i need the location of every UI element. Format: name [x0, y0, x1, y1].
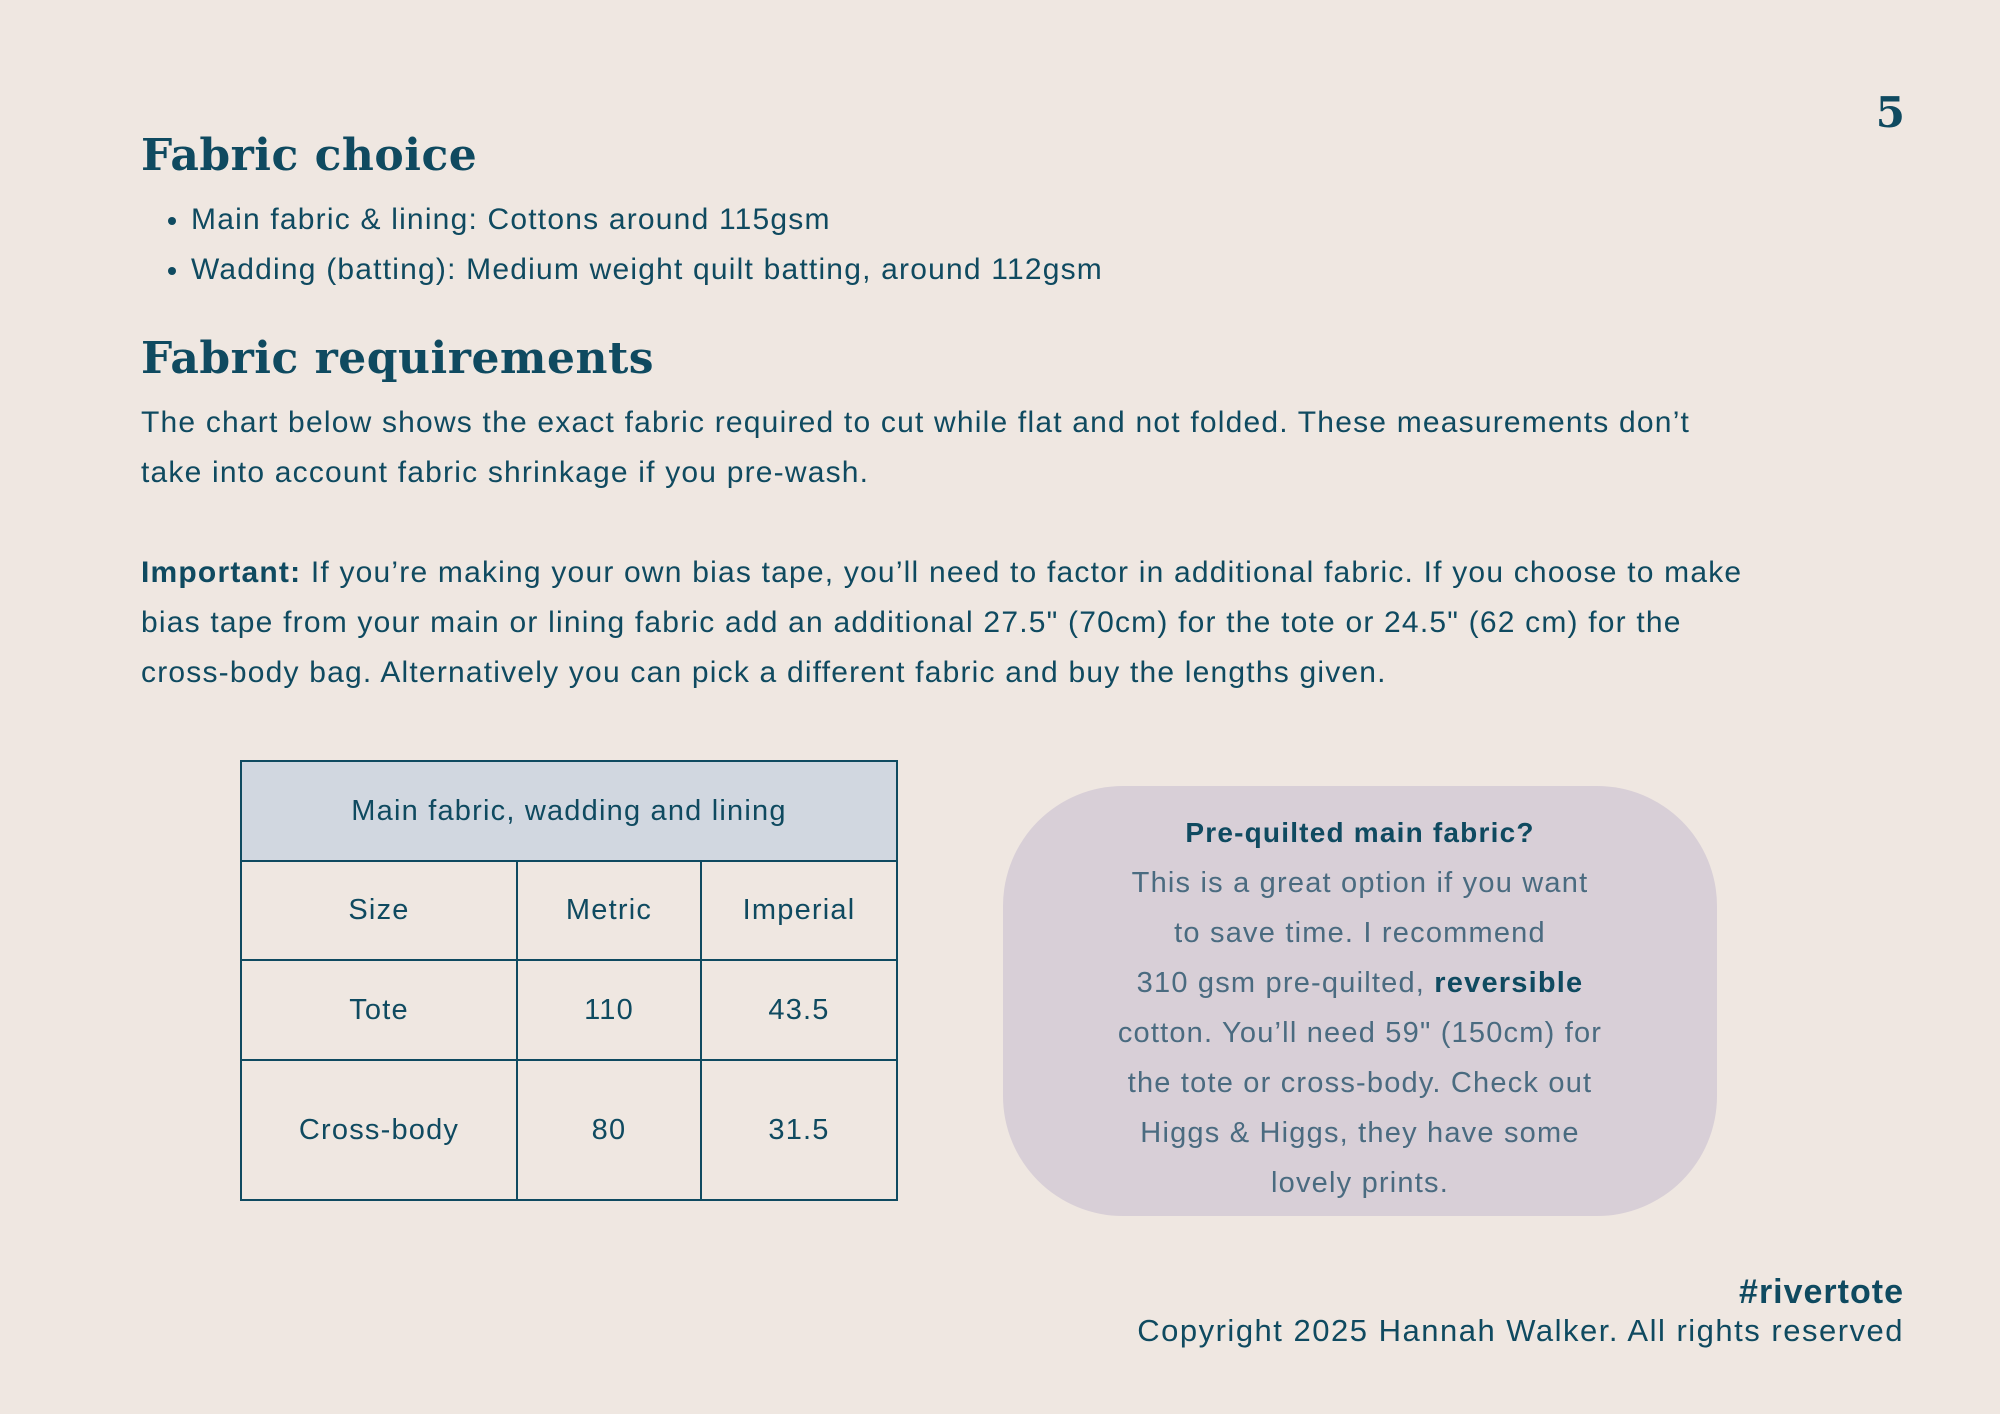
intro-line: take into account fabric shrinkage if you pre-wash.	[141, 456, 870, 489]
page-number: 5	[1875, 88, 1905, 137]
important-line: cross-body bag. Alternatively you can pick a different fabric and buy the lengths given.	[141, 656, 1387, 689]
callout-line: to save time. I recommend	[1174, 917, 1546, 949]
table-cell: 43.5	[701, 960, 897, 1060]
fabric-choice-list	[141, 195, 1861, 295]
intro-paragraph	[141, 398, 1861, 498]
callout-body	[1003, 858, 1717, 1208]
callout-line: lovely prints.	[1271, 1167, 1449, 1199]
callout-emphasis: reversible	[1434, 967, 1584, 999]
table-cell: 110	[517, 960, 701, 1060]
main-content	[141, 130, 1861, 698]
callout-line: Higgs & Higgs, they have some	[1140, 1117, 1580, 1149]
table-row	[241, 960, 897, 1060]
important-label: Important:	[141, 556, 302, 589]
callout-title: Pre-quilted main fabric?	[1185, 817, 1535, 848]
column-header: Metric	[517, 861, 701, 960]
table-cell: 31.5	[701, 1060, 897, 1200]
column-header: Imperial	[701, 861, 897, 960]
intro-line: The chart below shows the exact fabric required to cut while flat and not folded. These measurements don’t	[141, 406, 1691, 439]
table-title: Main fabric, wadding and lining	[241, 761, 897, 861]
important-line: bias tape from your main or lining fabric add an additional 27.5" (70cm) for the tote or 24.5" (62 cm) for the	[141, 606, 1682, 639]
pre-quilted-callout	[1003, 786, 1717, 1216]
fabric-requirements-heading: Fabric requirements	[141, 333, 655, 384]
table-row	[241, 1060, 897, 1200]
fabric-choice-heading: Fabric choice	[141, 130, 478, 181]
important-line: If you’re making your own bias tape, you’ll need to factor in additional fabric. If you choose to make	[301, 556, 1743, 589]
table-cell: 80	[517, 1060, 701, 1200]
copyright: Copyright 2025 Hannah Walker. All rights reserved	[1137, 1313, 1904, 1348]
table-cell: Tote	[241, 960, 517, 1060]
column-header: Size	[241, 861, 517, 960]
callout-line: cotton. You’ll need 59" (150cm) for	[1117, 1017, 1603, 1049]
fabric-requirements-table	[240, 760, 898, 1201]
table-cell: Cross-body	[241, 1060, 517, 1200]
list-item: • Wadding (batting): Medium weight quilt batting, around 112gsm	[191, 245, 1861, 295]
callout-line: the tote or cross-body. Check out	[1127, 1067, 1593, 1099]
important-paragraph	[141, 548, 1861, 698]
list-item: • Main fabric & lining: Cottons around 115gsm	[191, 195, 1861, 245]
hashtag: #rivertote	[1739, 1273, 1904, 1311]
callout-line: This is a great option if you want	[1131, 867, 1589, 899]
callout-line: 310 gsm pre-quilted,	[1136, 967, 1435, 999]
table-header-row	[241, 861, 897, 960]
footer	[1137, 1272, 1904, 1350]
